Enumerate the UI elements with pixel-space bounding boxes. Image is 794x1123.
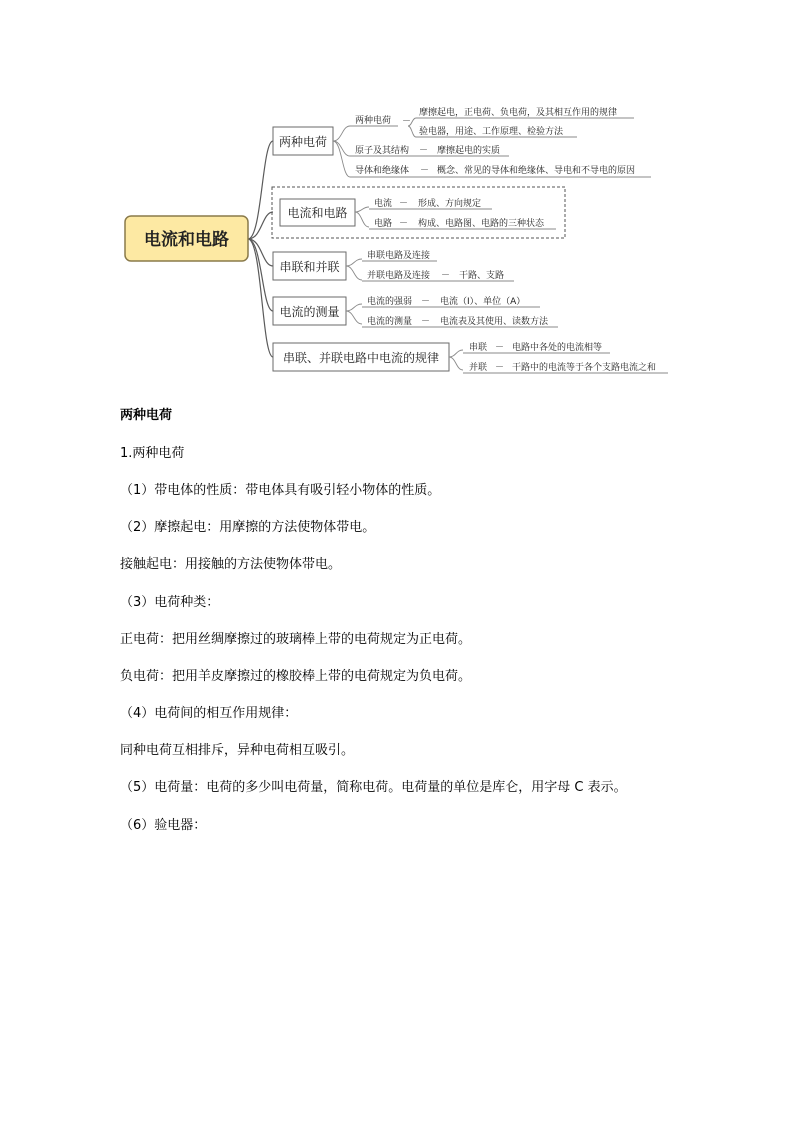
sub-label: 电流的强弱: [367, 297, 413, 307]
sub-label: 并联: [469, 363, 488, 373]
dash-label: －: [402, 117, 412, 127]
root-node: [125, 216, 248, 261]
detail-label: 摩擦起电，正电荷、负电荷，及其相互作用的规律: [419, 108, 618, 118]
root-connectors: [248, 141, 273, 357]
detail-label: 干路中的电流等于各个支路电流之和: [512, 363, 657, 373]
paragraph: （3）电荷种类：: [120, 595, 220, 610]
sub-label: 串联电路及连接: [367, 251, 431, 261]
dash-label: －: [399, 219, 409, 229]
section-title: 两种电荷: [120, 408, 173, 423]
sub-label: 原子及其结构: [355, 146, 410, 156]
branch-current-measure: [273, 297, 346, 325]
dash-label: －: [441, 271, 451, 281]
detail-label: 验电器，用途、工作原理、检验方法: [419, 127, 564, 137]
sub-label: 串联: [469, 343, 488, 353]
dash-label: －: [495, 363, 505, 373]
paragraph: 正电荷：把用丝绸摩擦过的玻璃棒上带的电荷规定为正电荷。: [120, 632, 472, 647]
sub-label: 电流: [374, 199, 393, 209]
dash-label: －: [419, 146, 429, 156]
branch-2-children: [355, 197, 556, 229]
sub-label: 并联电路及连接: [367, 271, 431, 281]
paragraph: 同种电荷互相排斥，异种电荷相互吸引。: [120, 743, 355, 758]
detail-label: 干路、支路: [459, 271, 505, 281]
branch-two-charges: [273, 127, 333, 155]
branch-5-children: [449, 341, 668, 373]
paragraph: （6）验电器：: [120, 818, 207, 833]
dash-label: －: [399, 199, 409, 209]
branch-label: 电流的测量: [279, 305, 340, 319]
sub-label: 两种电荷: [355, 116, 392, 126]
detail-label: 摩擦起电的实质: [437, 146, 501, 156]
paragraph: 1.两种电荷: [120, 446, 185, 461]
paragraph: 负电荷：把用羊皮摩擦过的橡胶棒上带的电荷规定为负电荷。: [120, 669, 472, 684]
branch-current-rules: [273, 343, 449, 371]
dash-label: －: [421, 317, 431, 327]
detail-label: 概念、常见的导体和绝缘体、导电和不导电的原因: [437, 166, 636, 176]
paragraph: （5）电荷量：电荷的多少叫电荷量，简称电荷。电荷量的单位是库仑，用字母 C 表示。: [120, 780, 627, 795]
dash-label: －: [420, 166, 430, 176]
dash-label: －: [495, 343, 505, 353]
paragraph: （1）带电体的性质：带电体具有吸引轻小物体的性质。: [120, 483, 441, 498]
sub-label: 电路: [374, 219, 393, 229]
detail-label: 构成、电路图、电路的三种状态: [418, 219, 545, 229]
root-label: 电流和电路: [144, 230, 229, 250]
detail-label: 电流（I）、单位（A）: [440, 297, 526, 307]
branch-current-circuit: [280, 199, 355, 226]
branch-4-children: [346, 295, 558, 327]
sub-label: 导体和绝缘体: [355, 166, 410, 176]
branch-label: 串联、并联电路中电流的规律: [282, 351, 440, 365]
sub-label: 电流的测量: [367, 317, 413, 327]
branch-1-children: [333, 106, 651, 177]
detail-label: 电路中各处的电流相等: [512, 343, 603, 353]
branch-series-parallel: [273, 252, 346, 280]
branch-3-children: [346, 249, 514, 281]
paragraph: （2）摩擦起电：用摩擦的方法使物体带电。: [120, 520, 376, 535]
branch-label: 电流和电路: [287, 206, 348, 220]
mind-map: [0, 0, 794, 400]
paragraph: 接触起电：用接触的方法使物体带电。: [120, 557, 342, 572]
paragraph: （4）电荷间的相互作用规律：: [120, 706, 298, 721]
branch-label: 两种电荷: [278, 135, 328, 149]
branch-label: 串联和并联: [279, 260, 340, 274]
dash-label: －: [421, 297, 431, 307]
detail-label: 形成、方向规定: [418, 199, 482, 209]
detail-label: 电流表及其使用、读数方法: [440, 317, 549, 327]
